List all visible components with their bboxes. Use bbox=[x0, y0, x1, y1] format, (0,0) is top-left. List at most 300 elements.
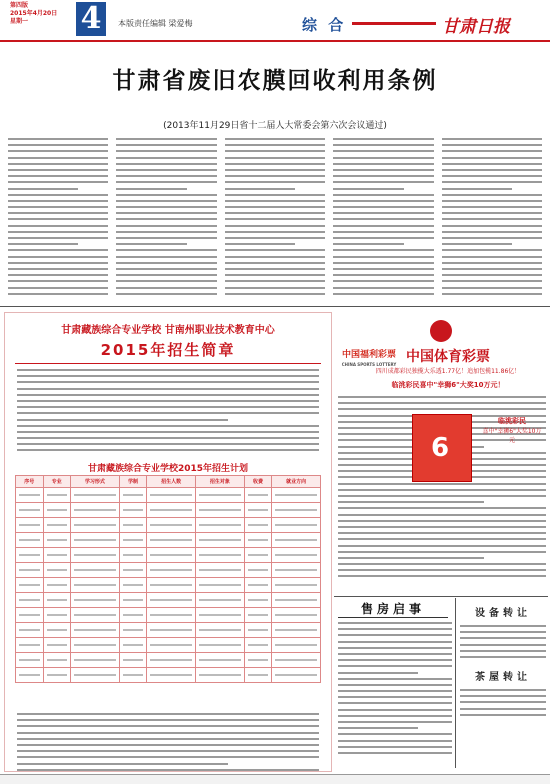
table-cell bbox=[71, 623, 120, 638]
tea-house-text bbox=[460, 689, 546, 716]
table-row bbox=[16, 668, 321, 683]
page-number: 4 bbox=[76, 2, 106, 36]
table-cell bbox=[71, 563, 120, 578]
text-line bbox=[199, 509, 241, 511]
table-cell bbox=[272, 593, 321, 608]
text-line bbox=[116, 243, 186, 245]
text-line bbox=[338, 672, 418, 674]
text-line bbox=[47, 614, 68, 616]
table-cell bbox=[16, 668, 44, 683]
text-line bbox=[275, 524, 317, 526]
text-line bbox=[248, 524, 269, 526]
text-line bbox=[338, 702, 452, 704]
table-cell bbox=[43, 563, 71, 578]
text-line bbox=[338, 659, 452, 661]
text-line bbox=[8, 268, 108, 270]
text-line bbox=[8, 169, 108, 171]
text-line bbox=[333, 144, 433, 146]
text-line bbox=[225, 243, 295, 245]
text-line bbox=[338, 628, 452, 630]
text-line bbox=[248, 599, 269, 601]
table-cell bbox=[244, 548, 272, 563]
notice-divider bbox=[334, 596, 548, 597]
lottery-side-subheading: 喜中"幸狮6"大奖10万元 bbox=[482, 428, 542, 444]
text-line bbox=[74, 539, 116, 541]
text-line bbox=[8, 218, 108, 220]
text-line bbox=[19, 554, 40, 556]
equipment-transfer-notice bbox=[460, 604, 546, 720]
text-line bbox=[275, 509, 317, 511]
text-line bbox=[116, 231, 216, 233]
text-line bbox=[338, 647, 452, 649]
text-line bbox=[442, 225, 542, 227]
text-line bbox=[338, 715, 452, 717]
table-cell bbox=[147, 563, 196, 578]
text-line bbox=[19, 614, 40, 616]
text-line bbox=[47, 494, 68, 496]
lottery-side-heading: 临洮彩民 bbox=[498, 417, 526, 425]
text-line bbox=[123, 599, 144, 601]
text-line bbox=[8, 188, 78, 190]
text-line bbox=[19, 584, 40, 586]
text-line bbox=[8, 144, 108, 146]
text-line bbox=[338, 483, 546, 485]
text-line bbox=[8, 256, 108, 258]
text-line bbox=[338, 569, 546, 571]
text-line bbox=[338, 684, 452, 686]
table-cell bbox=[43, 578, 71, 593]
page-footer bbox=[0, 774, 550, 784]
text-line bbox=[199, 539, 241, 541]
text-line bbox=[123, 659, 144, 661]
table-cell bbox=[71, 608, 120, 623]
table-cell bbox=[43, 638, 71, 653]
text-line bbox=[225, 218, 325, 220]
text-line bbox=[338, 557, 484, 559]
text-line bbox=[8, 200, 108, 202]
text-line bbox=[338, 665, 452, 667]
lottery-ticket-image bbox=[412, 414, 472, 482]
text-line bbox=[123, 629, 144, 631]
text-line bbox=[19, 659, 40, 661]
text-line bbox=[199, 659, 241, 661]
text-line bbox=[17, 437, 319, 439]
table-cell bbox=[71, 668, 120, 683]
text-line bbox=[338, 721, 452, 723]
text-line bbox=[123, 644, 144, 646]
text-line bbox=[275, 539, 317, 541]
table-cell bbox=[147, 503, 196, 518]
table-cell bbox=[147, 668, 196, 683]
table-cell bbox=[196, 653, 245, 668]
text-line bbox=[460, 656, 546, 658]
table-cell bbox=[147, 518, 196, 533]
table-cell bbox=[119, 593, 147, 608]
text-line bbox=[225, 138, 325, 140]
text-line bbox=[275, 569, 317, 571]
table-row bbox=[16, 593, 321, 608]
text-line bbox=[47, 674, 68, 676]
table-cell bbox=[43, 503, 71, 518]
text-line bbox=[333, 237, 433, 239]
table-cell bbox=[147, 623, 196, 638]
text-line bbox=[460, 637, 546, 639]
table-cell bbox=[244, 578, 272, 593]
table-cell bbox=[119, 623, 147, 638]
text-line bbox=[333, 194, 433, 196]
text-line bbox=[248, 644, 269, 646]
text-line bbox=[338, 408, 546, 410]
text-line bbox=[116, 256, 216, 258]
table-cell bbox=[196, 608, 245, 623]
text-line bbox=[8, 262, 108, 264]
table-cell bbox=[272, 548, 321, 563]
text-line bbox=[338, 709, 452, 711]
text-line bbox=[225, 212, 325, 214]
text-line bbox=[8, 231, 108, 233]
table-cell bbox=[196, 503, 245, 518]
text-line bbox=[116, 163, 216, 165]
text-line bbox=[442, 249, 542, 251]
text-line bbox=[333, 280, 433, 282]
text-line bbox=[116, 225, 216, 227]
text-line bbox=[17, 763, 228, 765]
lottery-title: 中国体育彩票 bbox=[406, 349, 490, 365]
text-line bbox=[17, 431, 319, 433]
table-cell bbox=[119, 608, 147, 623]
equipment-transfer-title: 设备转让 bbox=[475, 608, 531, 619]
text-line bbox=[225, 150, 325, 152]
table-cell bbox=[272, 638, 321, 653]
table-cell bbox=[272, 623, 321, 638]
text-line bbox=[123, 569, 144, 571]
table-cell bbox=[16, 518, 44, 533]
text-line bbox=[116, 280, 216, 282]
text-line bbox=[442, 274, 542, 276]
text-line bbox=[442, 169, 542, 171]
text-line bbox=[460, 689, 546, 691]
text-line bbox=[225, 181, 325, 183]
text-line bbox=[17, 732, 319, 734]
text-line bbox=[8, 163, 108, 165]
text-line bbox=[19, 539, 40, 541]
table-cell bbox=[16, 503, 44, 518]
table-cell bbox=[119, 638, 147, 653]
text-line bbox=[338, 507, 546, 509]
text-line bbox=[225, 144, 325, 146]
table-cell bbox=[244, 608, 272, 623]
table-cell bbox=[244, 503, 272, 518]
table-cell bbox=[196, 488, 245, 503]
table-cell bbox=[16, 548, 44, 563]
text-line bbox=[338, 495, 546, 497]
text-line bbox=[123, 539, 144, 541]
text-line bbox=[8, 157, 108, 159]
text-line bbox=[442, 163, 542, 165]
text-line bbox=[123, 494, 144, 496]
article-subtitle: (2013年11月29日省十二届人大常委会第六次会议通过) bbox=[163, 121, 387, 131]
table-row bbox=[16, 533, 321, 548]
article-body bbox=[8, 138, 542, 298]
table-cell bbox=[119, 488, 147, 503]
text-line bbox=[338, 526, 546, 528]
text-line bbox=[150, 644, 192, 646]
text-line bbox=[19, 569, 40, 571]
text-line bbox=[116, 150, 216, 152]
table-cell bbox=[147, 653, 196, 668]
article-column bbox=[8, 138, 108, 298]
text-line bbox=[460, 644, 546, 646]
text-line bbox=[248, 629, 269, 631]
text-line bbox=[338, 551, 546, 553]
text-line bbox=[442, 175, 542, 177]
text-line bbox=[442, 268, 542, 270]
text-line bbox=[74, 674, 116, 676]
text-line bbox=[47, 599, 68, 601]
welfare-lottery-en: CHINA SPORTS LOTTERY bbox=[341, 362, 397, 367]
text-line bbox=[225, 268, 325, 270]
table-cell bbox=[71, 548, 120, 563]
text-line bbox=[8, 293, 108, 295]
table-header: 专业 bbox=[43, 476, 71, 488]
text-line bbox=[333, 256, 433, 258]
lottery-subtitle: 四川成都彩民独揽大乐透1.77亿！追加包揽11.86亿！ bbox=[375, 368, 521, 375]
text-line bbox=[338, 690, 452, 692]
edition-label: 第四版 bbox=[10, 2, 29, 9]
text-line bbox=[225, 175, 325, 177]
editor-credit: 本版责任编辑 梁爱梅 bbox=[118, 19, 193, 28]
table-cell bbox=[71, 533, 120, 548]
text-line bbox=[338, 563, 546, 565]
table-cell bbox=[196, 638, 245, 653]
text-line bbox=[460, 631, 546, 633]
text-line bbox=[338, 532, 546, 534]
text-line bbox=[442, 194, 542, 196]
text-line bbox=[123, 524, 144, 526]
table-cell bbox=[196, 668, 245, 683]
text-line bbox=[225, 293, 325, 295]
text-line bbox=[17, 425, 319, 427]
table-row bbox=[16, 488, 321, 503]
text-line bbox=[333, 181, 433, 183]
table-cell bbox=[119, 548, 147, 563]
text-line bbox=[248, 494, 269, 496]
text-line bbox=[225, 231, 325, 233]
text-line bbox=[116, 200, 216, 202]
table-cell bbox=[196, 623, 245, 638]
text-line bbox=[116, 218, 216, 220]
text-line bbox=[74, 524, 116, 526]
text-line bbox=[199, 524, 241, 526]
text-line bbox=[8, 243, 78, 245]
table-cell bbox=[119, 653, 147, 668]
table-cell bbox=[244, 623, 272, 638]
table-cell bbox=[43, 518, 71, 533]
text-line bbox=[442, 287, 542, 289]
table-row bbox=[16, 548, 321, 563]
article-column bbox=[442, 138, 542, 298]
table-cell bbox=[272, 488, 321, 503]
table-header: 招生人数 bbox=[147, 476, 196, 488]
text-line bbox=[47, 539, 68, 541]
table-cell bbox=[119, 668, 147, 683]
table-cell bbox=[196, 548, 245, 563]
text-line bbox=[17, 769, 319, 771]
table-cell bbox=[196, 563, 245, 578]
table-header: 就业方向 bbox=[272, 476, 321, 488]
text-line bbox=[333, 188, 403, 190]
table-cell bbox=[43, 593, 71, 608]
text-line bbox=[47, 509, 68, 511]
table-header: 学习形式 bbox=[71, 476, 120, 488]
table-cell bbox=[244, 533, 272, 548]
text-line bbox=[338, 740, 452, 742]
text-line bbox=[17, 713, 319, 715]
text-line bbox=[123, 509, 144, 511]
text-line bbox=[333, 150, 433, 152]
text-line bbox=[333, 287, 433, 289]
page-header bbox=[0, 0, 550, 42]
ad-divider bbox=[15, 363, 321, 364]
admission-title: 2015年招生简章 bbox=[100, 341, 236, 359]
text-line bbox=[333, 169, 433, 171]
text-line bbox=[8, 175, 108, 177]
table-cell bbox=[272, 668, 321, 683]
text-line bbox=[248, 539, 269, 541]
text-line bbox=[333, 274, 433, 276]
text-line bbox=[74, 494, 116, 496]
text-line bbox=[338, 733, 452, 735]
school-admission-ad bbox=[4, 312, 332, 772]
text-line bbox=[17, 394, 319, 396]
text-line bbox=[333, 249, 433, 251]
table-cell bbox=[147, 533, 196, 548]
text-line bbox=[123, 674, 144, 676]
text-line bbox=[333, 200, 433, 202]
text-line bbox=[17, 419, 228, 421]
table-header-row bbox=[16, 476, 321, 488]
table-cell bbox=[244, 593, 272, 608]
table-row bbox=[16, 638, 321, 653]
text-line bbox=[74, 659, 116, 661]
text-line bbox=[199, 644, 241, 646]
article-column bbox=[225, 138, 325, 298]
text-line bbox=[442, 243, 512, 245]
text-line bbox=[338, 501, 484, 503]
text-line bbox=[338, 396, 546, 398]
text-line bbox=[116, 237, 216, 239]
text-line bbox=[19, 599, 40, 601]
table-row bbox=[16, 503, 321, 518]
text-line bbox=[47, 554, 68, 556]
text-line bbox=[442, 150, 542, 152]
text-line bbox=[17, 400, 319, 402]
table-cell bbox=[43, 623, 71, 638]
text-line bbox=[150, 659, 192, 661]
table-cell bbox=[43, 608, 71, 623]
table-row bbox=[16, 518, 321, 533]
table-cell bbox=[16, 608, 44, 623]
table-cell bbox=[71, 488, 120, 503]
text-line bbox=[442, 231, 542, 233]
table-cell bbox=[16, 488, 44, 503]
table-cell bbox=[272, 653, 321, 668]
text-line bbox=[333, 212, 433, 214]
text-line bbox=[74, 644, 116, 646]
text-line bbox=[17, 719, 319, 721]
table-cell bbox=[119, 563, 147, 578]
text-line bbox=[150, 494, 192, 496]
text-line bbox=[442, 218, 542, 220]
text-line bbox=[275, 674, 317, 676]
text-line bbox=[116, 206, 216, 208]
section-name: 综 合 bbox=[302, 16, 347, 34]
text-line bbox=[248, 554, 269, 556]
text-line bbox=[225, 163, 325, 165]
text-line bbox=[333, 163, 433, 165]
text-line bbox=[442, 138, 542, 140]
text-line bbox=[338, 696, 452, 698]
text-line bbox=[74, 554, 116, 556]
table-cell bbox=[244, 638, 272, 653]
text-line bbox=[123, 614, 144, 616]
text-line bbox=[150, 569, 192, 571]
text-line bbox=[17, 744, 319, 746]
text-line bbox=[8, 237, 108, 239]
table-cell bbox=[196, 593, 245, 608]
table-row bbox=[16, 653, 321, 668]
text-line bbox=[199, 554, 241, 556]
text-line bbox=[338, 575, 546, 577]
text-line bbox=[338, 641, 452, 643]
table-header: 序号 bbox=[16, 476, 44, 488]
table-cell bbox=[244, 668, 272, 683]
text-line bbox=[225, 200, 325, 202]
text-line bbox=[17, 406, 319, 408]
text-line bbox=[333, 231, 433, 233]
table-cell bbox=[119, 578, 147, 593]
text-line bbox=[225, 256, 325, 258]
table-cell bbox=[196, 533, 245, 548]
table-cell bbox=[43, 653, 71, 668]
table-cell bbox=[119, 503, 147, 518]
table-header: 学制 bbox=[119, 476, 147, 488]
text-line bbox=[333, 262, 433, 264]
table-cell bbox=[71, 578, 120, 593]
text-line bbox=[116, 169, 216, 171]
text-line bbox=[248, 509, 269, 511]
text-line bbox=[199, 674, 241, 676]
table-cell bbox=[272, 518, 321, 533]
table-cell bbox=[71, 593, 120, 608]
text-line bbox=[333, 138, 433, 140]
text-line bbox=[17, 369, 319, 371]
text-line bbox=[442, 181, 542, 183]
enrollment-plan-table bbox=[15, 475, 321, 683]
text-line bbox=[74, 569, 116, 571]
text-line bbox=[150, 614, 192, 616]
text-line bbox=[199, 569, 241, 571]
text-line bbox=[150, 629, 192, 631]
text-line bbox=[19, 674, 40, 676]
text-line bbox=[150, 509, 192, 511]
article-title: 甘肃省废旧农膜回收利用条例 bbox=[112, 67, 438, 94]
table-cell bbox=[147, 578, 196, 593]
text-line bbox=[8, 212, 108, 214]
table-cell bbox=[16, 533, 44, 548]
text-line bbox=[116, 138, 216, 140]
text-line bbox=[248, 614, 269, 616]
